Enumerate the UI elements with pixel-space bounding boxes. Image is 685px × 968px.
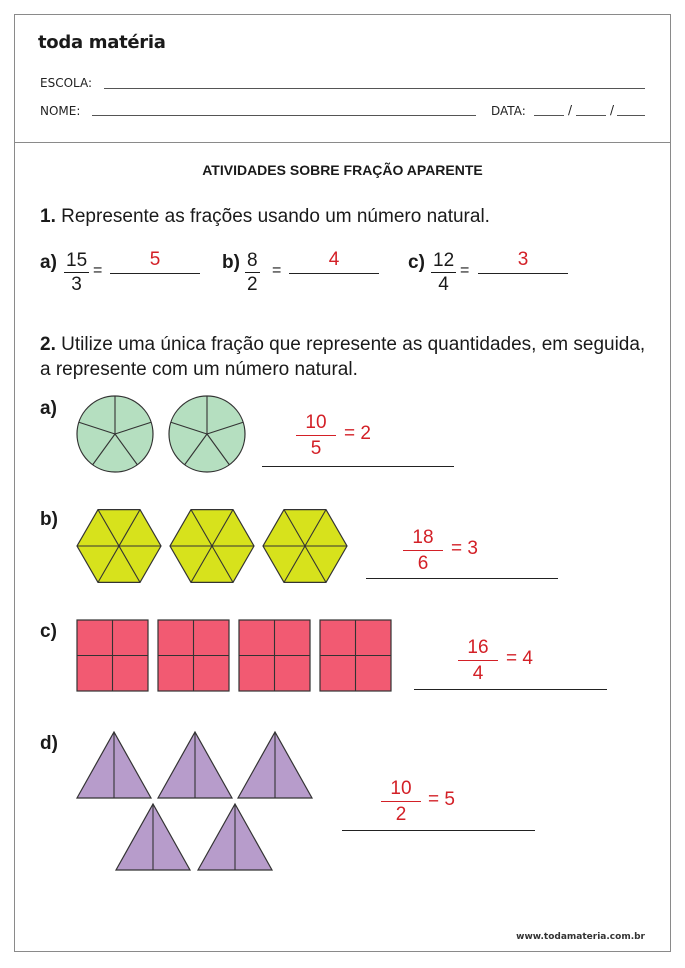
q2-b-letter: b) (40, 509, 58, 530)
question-1-statement: Represente as frações usando um número natural. (61, 206, 490, 227)
header-divider (14, 142, 671, 143)
date-year-line[interactable] (617, 115, 645, 116)
q2-d-letter: d) (40, 733, 58, 754)
question-1-text (40, 204, 650, 229)
q1-c-fraction (431, 250, 456, 297)
date-separator-2: / (610, 103, 615, 117)
q2-a-answer-line[interactable] (262, 466, 454, 467)
q1-b-equals: = (272, 262, 282, 279)
q1-a-fraction (64, 250, 89, 297)
question-2-number: 2. (40, 334, 56, 355)
q1-b-numerator: 8 (247, 250, 258, 271)
q2-c-denominator: 4 (472, 663, 484, 684)
page-title: ATIVIDADES SOBRE FRAÇÃO APARENTE (202, 162, 483, 178)
question-2-statement: Utilize uma única fração que represente as quantidades, em seguida, a represente com um número natural. (40, 334, 646, 380)
q1-a-equals: = (93, 262, 103, 279)
q1-c-equals: = (460, 262, 470, 279)
q1-c-answer: 3 (517, 249, 529, 270)
q1-b-denominator: 2 (247, 274, 258, 295)
q2-b-figures (75, 506, 355, 586)
q2-b-result (451, 538, 478, 560)
q2-a-fraction (296, 411, 336, 462)
q2-d-answer: 5 (444, 789, 455, 810)
q1-a-denominator: 3 (71, 274, 82, 295)
q2-b-fraction (403, 526, 443, 577)
nome-line[interactable] (92, 115, 476, 116)
escola-label: ESCOLA: (40, 76, 93, 90)
q1-a-answer: 5 (149, 249, 161, 270)
q2-a-denominator: 5 (310, 438, 322, 459)
data-label: DATA: (491, 104, 526, 118)
date-day-line[interactable] (534, 115, 564, 116)
q2-c-letter: c) (40, 621, 57, 642)
q2-a-answer: 2 (360, 423, 371, 444)
nome-label: NOME: (40, 104, 81, 118)
escola-line[interactable] (104, 88, 645, 89)
q2-c-answer-line[interactable] (414, 689, 607, 690)
q2-b-answer: 3 (467, 538, 478, 559)
q1-b-fraction (245, 250, 260, 297)
q1-b-answer-line[interactable] (289, 273, 379, 274)
q2-a-figures (75, 394, 255, 476)
q2-d-answer-line[interactable] (342, 830, 535, 831)
q2-d-fraction (381, 777, 421, 828)
q2-a-equals: = (344, 423, 356, 444)
date-month-line[interactable] (576, 115, 606, 116)
q2-c-equals: = (506, 648, 518, 669)
q1-c-denominator: 4 (438, 274, 449, 295)
q2-d-denominator: 2 (395, 804, 407, 825)
question-2-text (40, 332, 650, 382)
question-1-number: 1. (40, 206, 56, 227)
q2-a-result (344, 423, 371, 445)
q2-b-answer-line[interactable] (366, 578, 558, 579)
q2-d-equals: = (428, 789, 440, 810)
footer-url: www.todamateria.com.br (516, 932, 645, 942)
q1-b-answer: 4 (328, 249, 340, 270)
q2-b-denominator: 6 (417, 553, 429, 574)
logo: toda matéria (38, 32, 166, 53)
q1-a-answer-line[interactable] (110, 273, 200, 274)
q2-b-numerator: 18 (403, 526, 443, 551)
q1-c-numerator: 12 (433, 250, 455, 271)
q2-d-figures (76, 730, 316, 872)
q2-d-numerator: 10 (381, 777, 421, 802)
q2-c-result (506, 648, 533, 670)
date-separator-1: / (568, 103, 573, 117)
q1-c-answer-line[interactable] (478, 273, 568, 274)
q1-a-letter: a) (40, 252, 57, 273)
q2-b-equals: = (451, 538, 463, 559)
q2-c-numerator: 16 (458, 636, 498, 661)
q1-b-letter: b) (222, 252, 240, 273)
q2-c-figures (77, 619, 395, 693)
q2-c-fraction (458, 636, 498, 687)
q2-a-letter: a) (40, 398, 57, 419)
q1-a-numerator: 15 (66, 250, 88, 271)
q1-c-letter: c) (408, 252, 425, 273)
q2-d-result (428, 789, 455, 811)
q2-a-numerator: 10 (296, 411, 336, 436)
q2-c-answer: 4 (522, 648, 533, 669)
